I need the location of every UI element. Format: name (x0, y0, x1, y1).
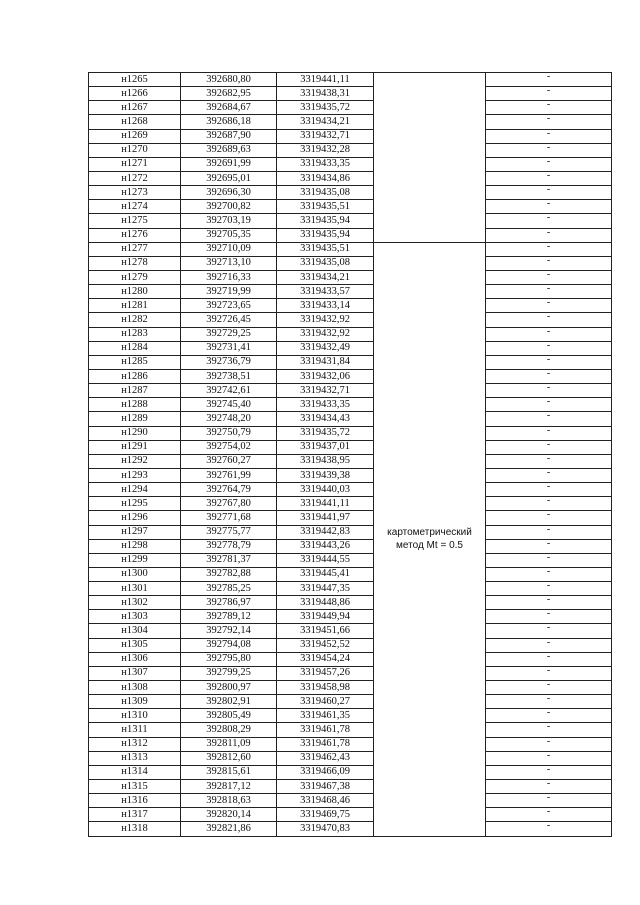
x-coordinate-cell: 392748,20 (181, 412, 277, 426)
y-coordinate-cell: 3319440,03 (277, 483, 374, 497)
table-row (89, 638, 612, 652)
x-coordinate-cell: 392729,25 (181, 327, 277, 341)
table-row (89, 384, 612, 398)
point-name-cell: н1302 (89, 596, 181, 610)
table-row (89, 454, 612, 468)
description-cell: - (486, 426, 612, 440)
x-coordinate-cell: 392805,49 (181, 709, 277, 723)
point-name-cell: н1316 (89, 794, 181, 808)
y-coordinate-cell: 3319466,09 (277, 765, 374, 779)
description-cell: - (486, 341, 612, 355)
x-coordinate-cell: 392713,10 (181, 256, 277, 270)
point-name-cell: н1286 (89, 369, 181, 383)
y-coordinate-cell: 3319435,72 (277, 101, 374, 115)
table-row (89, 553, 612, 567)
table-row (89, 751, 612, 765)
y-coordinate-cell: 3319433,57 (277, 285, 374, 299)
x-coordinate-cell: 392786,97 (181, 596, 277, 610)
description-cell: - (486, 751, 612, 765)
point-name-cell: н1269 (89, 129, 181, 143)
x-coordinate-cell: 392789,12 (181, 610, 277, 624)
method-cell-empty (374, 73, 486, 243)
y-coordinate-cell: 3319445,41 (277, 567, 374, 581)
description-cell: - (486, 200, 612, 214)
description-cell: - (486, 256, 612, 270)
table-row (89, 129, 612, 143)
table-row (89, 483, 612, 497)
description-cell: - (486, 638, 612, 652)
description-cell: - (486, 87, 612, 101)
point-name-cell: н1275 (89, 214, 181, 228)
table-row (89, 73, 612, 87)
y-coordinate-cell: 3319434,21 (277, 270, 374, 284)
point-name-cell: н1305 (89, 638, 181, 652)
point-name-cell: н1289 (89, 412, 181, 426)
x-coordinate-cell: 392695,01 (181, 171, 277, 185)
x-coordinate-cell: 392808,29 (181, 723, 277, 737)
table-row (89, 101, 612, 115)
point-name-cell: н1303 (89, 610, 181, 624)
x-coordinate-cell: 392742,61 (181, 384, 277, 398)
x-coordinate-cell: 392689,63 (181, 143, 277, 157)
y-coordinate-cell: 3319457,26 (277, 666, 374, 680)
x-coordinate-cell: 392696,30 (181, 186, 277, 200)
y-coordinate-cell: 3319433,14 (277, 299, 374, 313)
x-coordinate-cell: 392723,65 (181, 299, 277, 313)
table-row (89, 270, 612, 284)
y-coordinate-cell: 3319448,86 (277, 596, 374, 610)
y-coordinate-cell: 3319432,92 (277, 327, 374, 341)
y-coordinate-cell: 3319438,95 (277, 454, 374, 468)
x-coordinate-cell: 392764,79 (181, 483, 277, 497)
table-row (89, 228, 612, 242)
scan-artifact-line (0, 6, 640, 12)
x-coordinate-cell: 392800,97 (181, 681, 277, 695)
point-name-cell: н1281 (89, 299, 181, 313)
x-coordinate-cell: 392719,99 (181, 285, 277, 299)
point-name-cell: н1291 (89, 440, 181, 454)
description-cell: - (486, 285, 612, 299)
description-cell: - (486, 497, 612, 511)
point-name-cell: н1272 (89, 171, 181, 185)
y-coordinate-cell: 3319461,78 (277, 723, 374, 737)
y-coordinate-cell: 3319470,83 (277, 822, 374, 836)
description-cell: - (486, 101, 612, 115)
point-name-cell: н1298 (89, 539, 181, 553)
y-coordinate-cell: 3319441,11 (277, 497, 374, 511)
description-cell: - (486, 129, 612, 143)
x-coordinate-cell: 392818,63 (181, 794, 277, 808)
table-row (89, 412, 612, 426)
point-name-cell: н1295 (89, 497, 181, 511)
table-row (89, 794, 612, 808)
y-coordinate-cell: 3319437,01 (277, 440, 374, 454)
point-name-cell: н1294 (89, 483, 181, 497)
table-row (89, 666, 612, 680)
table-row (89, 242, 612, 256)
x-coordinate-cell: 392750,79 (181, 426, 277, 440)
table-row (89, 737, 612, 751)
point-name-cell: н1280 (89, 285, 181, 299)
table-row (89, 369, 612, 383)
point-name-cell: н1265 (89, 73, 181, 87)
y-coordinate-cell: 3319444,55 (277, 553, 374, 567)
x-coordinate-cell: 392782,88 (181, 567, 277, 581)
table-row (89, 582, 612, 596)
description-cell: - (486, 398, 612, 412)
description-cell: - (486, 313, 612, 327)
x-coordinate-cell: 392726,45 (181, 313, 277, 327)
y-coordinate-cell: 3319461,78 (277, 737, 374, 751)
x-coordinate-cell: 392812,60 (181, 751, 277, 765)
point-name-cell: н1278 (89, 256, 181, 270)
point-name-cell: н1273 (89, 186, 181, 200)
y-coordinate-cell: 3319435,08 (277, 186, 374, 200)
point-name-cell: н1276 (89, 228, 181, 242)
x-coordinate-cell: 392684,67 (181, 101, 277, 115)
point-name-cell: н1267 (89, 101, 181, 115)
table-row (89, 398, 612, 412)
description-cell: - (486, 822, 612, 836)
y-coordinate-cell: 3319432,92 (277, 313, 374, 327)
x-coordinate-cell: 392775,77 (181, 525, 277, 539)
y-coordinate-cell: 3319431,84 (277, 355, 374, 369)
description-cell: - (486, 596, 612, 610)
y-coordinate-cell: 3319454,24 (277, 652, 374, 666)
table-row (89, 200, 612, 214)
table-row (89, 440, 612, 454)
table-row (89, 624, 612, 638)
y-coordinate-cell: 3319439,38 (277, 468, 374, 482)
description-cell: - (486, 483, 612, 497)
y-coordinate-cell: 3319432,71 (277, 129, 374, 143)
point-name-cell: н1297 (89, 525, 181, 539)
table-row (89, 567, 612, 581)
point-name-cell: н1308 (89, 681, 181, 695)
table-row (89, 426, 612, 440)
point-name-cell: н1299 (89, 553, 181, 567)
y-coordinate-cell: 3319468,46 (277, 794, 374, 808)
y-coordinate-cell: 3319434,86 (277, 171, 374, 185)
x-coordinate-cell: 392802,91 (181, 695, 277, 709)
table-row (89, 539, 612, 553)
y-coordinate-cell: 3319435,51 (277, 242, 374, 256)
y-coordinate-cell: 3319452,52 (277, 638, 374, 652)
description-cell: - (486, 171, 612, 185)
y-coordinate-cell: 3319435,94 (277, 228, 374, 242)
x-coordinate-cell: 392811,09 (181, 737, 277, 751)
x-coordinate-cell: 392731,41 (181, 341, 277, 355)
description-cell: - (486, 355, 612, 369)
coordinates-table-body (89, 73, 612, 837)
description-cell: - (486, 143, 612, 157)
x-coordinate-cell: 392767,80 (181, 497, 277, 511)
point-name-cell: н1271 (89, 157, 181, 171)
y-coordinate-cell: 3319441,11 (277, 73, 374, 87)
point-name-cell: н1306 (89, 652, 181, 666)
description-cell: - (486, 652, 612, 666)
table-row (89, 256, 612, 270)
x-coordinate-cell: 392686,18 (181, 115, 277, 129)
point-name-cell: н1292 (89, 454, 181, 468)
description-cell: - (486, 723, 612, 737)
x-coordinate-cell: 392761,99 (181, 468, 277, 482)
y-coordinate-cell: 3319469,75 (277, 808, 374, 822)
table-row (89, 115, 612, 129)
x-coordinate-cell: 392745,40 (181, 398, 277, 412)
y-coordinate-cell: 3319441,97 (277, 511, 374, 525)
x-coordinate-cell: 392687,90 (181, 129, 277, 143)
x-coordinate-cell: 392815,61 (181, 765, 277, 779)
table-row (89, 157, 612, 171)
x-coordinate-cell: 392680,80 (181, 73, 277, 87)
x-coordinate-cell: 392771,68 (181, 511, 277, 525)
point-name-cell: н1287 (89, 384, 181, 398)
description-cell: - (486, 454, 612, 468)
y-coordinate-cell: 3319460,27 (277, 695, 374, 709)
y-coordinate-cell: 3319461,35 (277, 709, 374, 723)
x-coordinate-cell: 392705,35 (181, 228, 277, 242)
description-cell: - (486, 582, 612, 596)
table-row (89, 511, 612, 525)
description-cell: - (486, 610, 612, 624)
point-name-cell: н1315 (89, 780, 181, 794)
point-name-cell: н1310 (89, 709, 181, 723)
y-coordinate-cell: 3319433,35 (277, 157, 374, 171)
table-row (89, 723, 612, 737)
table-row (89, 596, 612, 610)
description-cell: - (486, 553, 612, 567)
table-row (89, 143, 612, 157)
description-cell: - (486, 214, 612, 228)
description-cell: - (486, 369, 612, 383)
y-coordinate-cell: 3319462,43 (277, 751, 374, 765)
description-cell: - (486, 666, 612, 680)
table-row (89, 497, 612, 511)
x-coordinate-cell: 392799,25 (181, 666, 277, 680)
table-row (89, 808, 612, 822)
y-coordinate-cell: 3319432,49 (277, 341, 374, 355)
point-name-cell: н1300 (89, 567, 181, 581)
table-row (89, 186, 612, 200)
x-coordinate-cell: 392795,80 (181, 652, 277, 666)
point-name-cell: н1285 (89, 355, 181, 369)
x-coordinate-cell: 392716,33 (181, 270, 277, 284)
table-row (89, 525, 612, 539)
table-row (89, 299, 612, 313)
description-cell: - (486, 468, 612, 482)
table-row (89, 285, 612, 299)
y-coordinate-cell: 3319433,35 (277, 398, 374, 412)
description-cell: - (486, 695, 612, 709)
x-coordinate-cell: 392792,14 (181, 624, 277, 638)
point-name-cell: н1282 (89, 313, 181, 327)
table-row (89, 709, 612, 723)
table-row (89, 695, 612, 709)
x-coordinate-cell: 392691,99 (181, 157, 277, 171)
x-coordinate-cell: 392778,79 (181, 539, 277, 553)
y-coordinate-cell: 3319442,83 (277, 525, 374, 539)
table-row (89, 214, 612, 228)
table-row (89, 780, 612, 794)
description-cell: - (486, 808, 612, 822)
x-coordinate-cell: 392703,19 (181, 214, 277, 228)
x-coordinate-cell: 392710,09 (181, 242, 277, 256)
description-cell: - (486, 299, 612, 313)
x-coordinate-cell: 392785,25 (181, 582, 277, 596)
description-cell: - (486, 765, 612, 779)
coordinates-table (88, 72, 612, 837)
y-coordinate-cell: 3319443,26 (277, 539, 374, 553)
x-coordinate-cell: 392760,27 (181, 454, 277, 468)
point-name-cell: н1301 (89, 582, 181, 596)
table-row (89, 87, 612, 101)
y-coordinate-cell: 3319435,08 (277, 256, 374, 270)
point-name-cell: н1274 (89, 200, 181, 214)
y-coordinate-cell: 3319432,28 (277, 143, 374, 157)
y-coordinate-cell: 3319447,35 (277, 582, 374, 596)
description-cell: - (486, 270, 612, 284)
description-cell: - (486, 228, 612, 242)
y-coordinate-cell: 3319434,43 (277, 412, 374, 426)
description-cell: - (486, 525, 612, 539)
point-name-cell: н1311 (89, 723, 181, 737)
point-name-cell: н1296 (89, 511, 181, 525)
x-coordinate-cell: 392794,08 (181, 638, 277, 652)
description-cell: - (486, 709, 612, 723)
description-cell: - (486, 780, 612, 794)
y-coordinate-cell: 3319435,51 (277, 200, 374, 214)
y-coordinate-cell: 3319435,94 (277, 214, 374, 228)
description-cell: - (486, 327, 612, 341)
point-name-cell: н1312 (89, 737, 181, 751)
y-coordinate-cell: 3319449,94 (277, 610, 374, 624)
description-cell: - (486, 115, 612, 129)
point-name-cell: н1288 (89, 398, 181, 412)
point-name-cell: н1283 (89, 327, 181, 341)
point-name-cell: н1293 (89, 468, 181, 482)
point-name-cell: н1309 (89, 695, 181, 709)
description-cell: - (486, 737, 612, 751)
x-coordinate-cell: 392781,37 (181, 553, 277, 567)
y-coordinate-cell: 3319467,38 (277, 780, 374, 794)
y-coordinate-cell: 3319432,71 (277, 384, 374, 398)
table-row (89, 355, 612, 369)
point-name-cell: н1314 (89, 765, 181, 779)
point-name-cell: н1313 (89, 751, 181, 765)
method-note-cell: картометрический метод Mt = 0.5 (374, 242, 486, 836)
description-cell: - (486, 242, 612, 256)
point-name-cell: н1304 (89, 624, 181, 638)
y-coordinate-cell: 3319451,66 (277, 624, 374, 638)
description-cell: - (486, 157, 612, 171)
description-cell: - (486, 539, 612, 553)
description-cell: - (486, 567, 612, 581)
description-cell: - (486, 412, 612, 426)
description-cell: - (486, 681, 612, 695)
table-row (89, 765, 612, 779)
y-coordinate-cell: 3319435,72 (277, 426, 374, 440)
point-name-cell: н1279 (89, 270, 181, 284)
table-row (89, 681, 612, 695)
table-row (89, 822, 612, 836)
description-cell: - (486, 384, 612, 398)
y-coordinate-cell: 3319458,98 (277, 681, 374, 695)
description-cell: - (486, 511, 612, 525)
description-cell: - (486, 440, 612, 454)
x-coordinate-cell: 392738,51 (181, 369, 277, 383)
x-coordinate-cell: 392821,86 (181, 822, 277, 836)
table-row (89, 610, 612, 624)
x-coordinate-cell: 392820,14 (181, 808, 277, 822)
description-cell: - (486, 73, 612, 87)
point-name-cell: н1270 (89, 143, 181, 157)
x-coordinate-cell: 392682,95 (181, 87, 277, 101)
point-name-cell: н1266 (89, 87, 181, 101)
x-coordinate-cell: 392700,82 (181, 200, 277, 214)
description-cell: - (486, 186, 612, 200)
table-row (89, 171, 612, 185)
point-name-cell: н1268 (89, 115, 181, 129)
point-name-cell: н1307 (89, 666, 181, 680)
point-name-cell: н1318 (89, 822, 181, 836)
y-coordinate-cell: 3319438,31 (277, 87, 374, 101)
table-row (89, 327, 612, 341)
table-row (89, 468, 612, 482)
y-coordinate-cell: 3319434,21 (277, 115, 374, 129)
x-coordinate-cell: 392754,02 (181, 440, 277, 454)
description-cell: - (486, 624, 612, 638)
x-coordinate-cell: 392817,12 (181, 780, 277, 794)
point-name-cell: н1317 (89, 808, 181, 822)
point-name-cell: н1290 (89, 426, 181, 440)
point-name-cell: н1284 (89, 341, 181, 355)
table-row (89, 652, 612, 666)
table-row (89, 313, 612, 327)
table-row (89, 341, 612, 355)
description-cell: - (486, 794, 612, 808)
y-coordinate-cell: 3319432,06 (277, 369, 374, 383)
x-coordinate-cell: 392736,79 (181, 355, 277, 369)
point-name-cell: н1277 (89, 242, 181, 256)
